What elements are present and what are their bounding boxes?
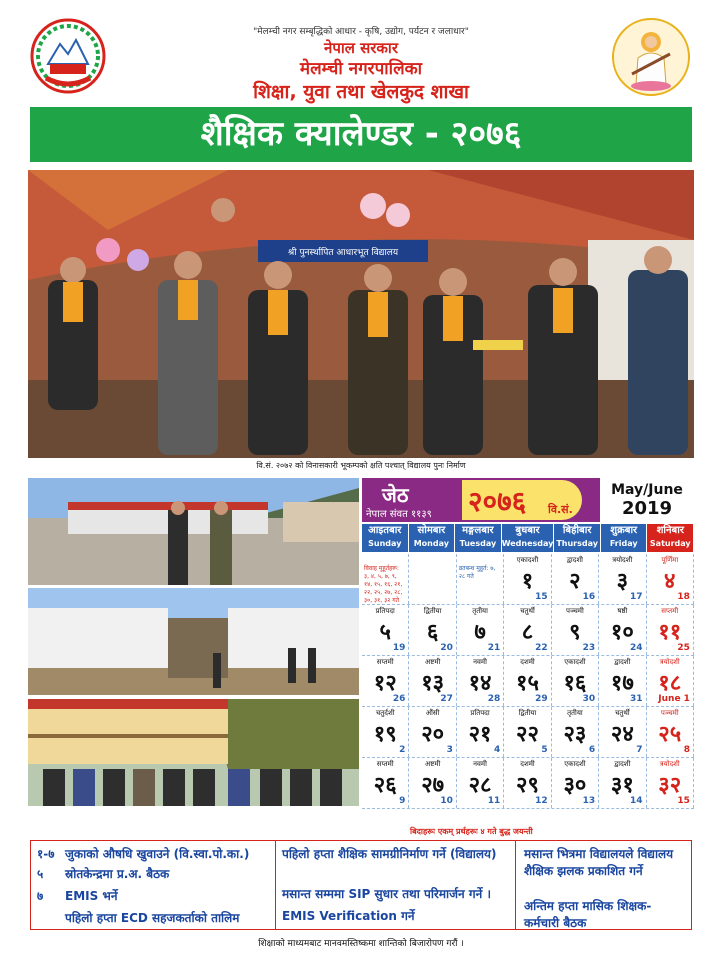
year-nepali: २०७६ — [468, 485, 527, 518]
calendar-day-cell — [457, 758, 504, 808]
nepali-date: १ — [521, 569, 534, 594]
english-date: 30 — [582, 694, 596, 704]
nepali-date: ३ — [616, 569, 629, 594]
tithi-label: पञ्चमी — [660, 709, 679, 717]
english-date: 2 — [399, 745, 406, 755]
day-thursday — [554, 524, 601, 552]
tithi-label: अष्टमी — [424, 760, 441, 768]
nepali-date: ६ — [426, 620, 439, 645]
school-building-photo-1 — [28, 478, 359, 585]
activities-column-2 — [276, 841, 516, 929]
calendar-day-cell — [362, 758, 409, 808]
english-date: 22 — [535, 643, 548, 653]
tithi-label: पूर्णिमा — [661, 556, 679, 564]
calendar-day-cell — [362, 707, 409, 757]
tithi-label: अष्टमी — [424, 658, 441, 666]
tithi-label: तृतीया — [567, 709, 583, 717]
activity-item: पहिलो हप्ता शैक्षिक सामग्रीनिर्माण गर्ने (विद्यालय) — [282, 847, 497, 861]
activity-item — [37, 909, 239, 926]
calendar-day-cell — [409, 656, 456, 706]
day-name-en: Saturday — [649, 539, 691, 548]
nepali-date: २३ — [563, 722, 587, 747]
english-date: June 1 — [658, 694, 690, 704]
activity-date: ५ — [37, 867, 44, 881]
footer-slogan: शिक्षाको माध्यमबाट मानवमस्तिष्कमा शान्तिको बिजारोपण गरौं । — [258, 939, 464, 949]
calendar-day-cell — [504, 758, 551, 808]
calendar-day-cell — [362, 554, 409, 604]
day-name-en: Sunday — [368, 539, 402, 548]
tithi-label: नवमी — [473, 658, 487, 666]
tithi-label: षष्ठी — [617, 607, 628, 615]
english-date: 10 — [440, 796, 453, 806]
nepali-date: २१ — [468, 722, 492, 747]
nepali-date: २७ — [421, 773, 445, 798]
tithi-label: द्वादशी — [614, 760, 631, 768]
calendar-day-cell — [599, 707, 646, 757]
day-name-en: Wednesday — [501, 539, 554, 548]
english-date: 3 — [446, 745, 453, 755]
day-sunday — [362, 524, 409, 552]
tithi-label: चतुर्थी — [614, 709, 630, 717]
english-date: 14 — [630, 796, 643, 806]
calendar-day-cell — [457, 656, 504, 706]
activity-item: EMIS Verification गर्ने — [282, 909, 415, 923]
holiday-note: बिदाहरूः एकम् प्रर्थहरूः ४ गते बुद्ध जयन्ती — [410, 827, 533, 836]
activity-item: मसान्त सम्ममा SIP सुधार तथा परिमार्जन गर्ने । — [282, 887, 492, 901]
calendar-day-cell — [504, 605, 551, 655]
nepali-date: १३ — [421, 671, 445, 696]
english-date: 27 — [440, 694, 453, 704]
photo-caption: वि.सं. २०७२ को विनासकारी भूकम्पको क्षति पश्चात् विद्यालय पुनः निर्माण — [256, 461, 466, 470]
month-english: May/June — [611, 482, 683, 498]
calendar-month-banner — [362, 478, 600, 522]
english-month-box — [600, 478, 694, 522]
tithi-label: त्रयोदशी — [612, 556, 633, 564]
slogan: "मेलम्ची नगर सम्बृद्धिको आधार - कृषि, उद्योग, पर्यटन र जलाधार" — [253, 27, 469, 37]
calendar-day-cell — [504, 707, 551, 757]
day-name-np: शुक्रबार — [610, 525, 638, 536]
calendar-day-cell — [552, 707, 599, 757]
day-tuesday — [455, 524, 502, 552]
page-title: शैक्षिक क्यालेण्डर - २०७६ — [30, 107, 692, 162]
municipality-name: मेलम्ची नगरपालिका — [299, 59, 423, 79]
activity-item — [37, 845, 249, 862]
inauguration-photo — [28, 170, 694, 458]
tithi-label: औंसी — [425, 709, 440, 717]
english-date: 29 — [535, 694, 548, 704]
english-date: 16 — [582, 592, 596, 602]
calendar-day-cell — [599, 758, 646, 808]
tithi-label: दशमी — [520, 658, 535, 666]
nepali-date: ३० — [563, 773, 587, 798]
calendar-day-cell — [647, 656, 694, 706]
nepali-date: १४ — [468, 671, 492, 696]
month-nepali: जेठ — [382, 483, 409, 507]
day-name-np: आइतबार — [368, 525, 402, 536]
calendar-day-cell — [552, 605, 599, 655]
calendar-day-cell — [647, 605, 694, 655]
day-name-en: Tuesday — [459, 539, 497, 548]
calendar-day-cell — [409, 758, 456, 808]
tithi-label: सप्तमी — [376, 760, 394, 768]
calendar-week-row — [362, 605, 694, 656]
nepali-date: ३१ — [610, 773, 634, 798]
english-date: 11 — [487, 796, 501, 806]
tithi-label: प्रतिपदा — [375, 607, 395, 615]
saraswati-image-icon — [612, 18, 690, 96]
calendar-day-cell — [457, 554, 504, 604]
nepali-date: २६ — [373, 773, 397, 798]
tithi-label: प्रतिपदा — [470, 709, 490, 717]
calendar-day-cell — [457, 605, 504, 655]
tithi-label: एकादशी — [564, 760, 586, 768]
calendar-week-row — [362, 758, 694, 809]
calendar-grid — [362, 554, 694, 809]
day-saturday — [647, 524, 694, 552]
english-date: 9 — [399, 796, 406, 806]
english-date: 18 — [677, 592, 690, 602]
calendar-day-cell — [457, 707, 504, 757]
calendar-day-cell — [552, 656, 599, 706]
english-date: 19 — [392, 643, 406, 653]
day-name-np: मङ्गलबार — [462, 525, 494, 536]
nepali-date: २४ — [610, 722, 634, 747]
tithi-label: एकादशी — [564, 658, 586, 666]
nepali-date: ३२ — [658, 773, 682, 798]
english-date: 12 — [535, 796, 548, 806]
activity-text: स्रोतकेन्द्रमा प्र.अ. बैठक — [65, 867, 170, 881]
nepali-date: १२ — [373, 671, 397, 696]
nepali-date: १९ — [373, 722, 397, 747]
photo-banner-text: श्री पुनर्स्थापित आधारभूत विद्यालय — [287, 248, 399, 258]
nepal-samvat: नेपाल संवत ११३९ — [366, 509, 432, 520]
english-date: 20 — [440, 643, 453, 653]
tithi-label: तृतीया — [472, 607, 488, 615]
government-name: नेपाल सरकार — [324, 39, 398, 57]
tithi-label: द्वादशी — [614, 658, 631, 666]
day-name-np: सोमबार — [417, 525, 446, 536]
tithi-label: नवमी — [473, 760, 487, 768]
activity-text: EMIS भर्ने — [65, 889, 118, 903]
nepali-date: २९ — [516, 773, 539, 798]
english-date: 17 — [630, 592, 643, 602]
tithi-label: चतुर्दशी — [375, 709, 395, 717]
nepali-date: ७ — [474, 620, 486, 645]
tithi-label: द्वितीया — [518, 709, 537, 717]
day-name-np: बुधबार — [515, 525, 540, 536]
calendar-week-row — [362, 554, 694, 605]
tithi-label: द्वादशी — [566, 556, 583, 564]
calendar-day-cell — [504, 554, 551, 604]
english-date: 21 — [487, 643, 501, 653]
day-name-np: बिहीबार — [562, 525, 592, 536]
nepali-date: २५ — [658, 722, 682, 747]
calendar-day-cell — [647, 554, 694, 604]
english-date: 6 — [588, 745, 596, 755]
calendar — [362, 478, 694, 820]
monthly-activities — [30, 840, 692, 930]
english-date: 26 — [392, 694, 406, 704]
header — [0, 0, 722, 106]
calendar-day-cell — [362, 605, 409, 655]
nepali-date: २० — [421, 722, 445, 747]
english-date: 8 — [683, 745, 690, 755]
weekday-header — [362, 524, 694, 552]
vikram-samvat-label: वि.सं. — [548, 503, 573, 516]
calendar-header — [362, 478, 694, 522]
calendar-week-row — [362, 707, 694, 758]
nepali-date: १८ — [658, 671, 682, 696]
calendar-note: व्रतबन्ध मुहूर्त: ७, २८ गते — [458, 565, 496, 580]
nepali-date: २ — [569, 569, 581, 594]
activity-item — [37, 865, 169, 882]
english-date: 31 — [630, 694, 643, 704]
school-building-photo-3 — [28, 699, 359, 806]
nepali-date: २८ — [468, 773, 492, 798]
calendar-week-row — [362, 656, 694, 707]
calendar-day-cell — [599, 605, 646, 655]
activity-date: ७ — [37, 889, 44, 903]
tithi-label: सप्तमी — [376, 658, 394, 666]
calendar-day-cell — [362, 656, 409, 706]
english-date: 13 — [582, 796, 596, 806]
day-name-en: Friday — [609, 539, 638, 548]
calendar-day-cell — [552, 758, 599, 808]
year-english: 2019 — [621, 498, 673, 519]
day-friday — [601, 524, 648, 552]
nepali-date: ४ — [664, 569, 676, 594]
activity-text: जुकाको औषधि खुवाउने (वि.स्वा.पो.का.) — [65, 847, 250, 861]
nepali-date: ८ — [521, 620, 534, 645]
nepali-date: ५ — [379, 620, 391, 645]
tithi-label: त्रयोदशी — [659, 760, 680, 768]
english-date: 15 — [677, 796, 690, 806]
day-name-en: Monday — [413, 539, 449, 548]
day-monday — [409, 524, 456, 552]
school-building-photo-2 — [28, 588, 359, 695]
main-photo — [28, 170, 694, 458]
calendar-day-cell — [409, 707, 456, 757]
tithi-label: एकादशी — [516, 556, 539, 564]
day-name-en: Thursday — [556, 539, 598, 548]
nepali-date: १० — [610, 620, 634, 645]
tithi-label: सप्तमी — [661, 607, 679, 615]
calendar-day-cell — [599, 554, 646, 604]
calendar-day-cell — [599, 656, 646, 706]
year-badge — [462, 480, 582, 520]
english-date: 24 — [630, 643, 643, 653]
tithi-label: द्वितीया — [423, 607, 442, 615]
activity-item — [37, 887, 118, 904]
nepali-date: ९ — [569, 620, 581, 645]
day-wednesday — [502, 524, 555, 552]
branch-name: शिक्षा, युवा तथा खेलकुद शाखा — [253, 81, 469, 103]
english-date: 15 — [535, 592, 548, 602]
calendar-day-cell — [647, 707, 694, 757]
calendar-day-cell — [552, 554, 599, 604]
calendar-day-cell — [409, 554, 456, 604]
calendar-day-cell — [647, 758, 694, 808]
nepali-date: १६ — [563, 671, 587, 696]
activities-column-1 — [31, 841, 276, 929]
english-date: 5 — [541, 745, 548, 755]
day-name-np: शनिबार — [656, 525, 684, 536]
nepali-date: १७ — [610, 671, 634, 696]
activity-text: पहिलो हप्ता ECD सहजकर्ताको तालिम — [65, 911, 240, 925]
activity-date: १-७ — [37, 847, 55, 861]
activity-item: मसान्त भित्रमा विद्यालयले विद्यालय शैक्षिक झलक प्रकाशित गर्ने — [524, 847, 674, 878]
tithi-label: त्रयोदशी — [659, 658, 680, 666]
english-date: 4 — [494, 745, 501, 755]
activity-item: अन्तिम हप्ता मासिक शिक्षक-कर्मचारी बैठक — [524, 899, 652, 930]
nepali-date: २२ — [516, 722, 539, 747]
tithi-label: चतुर्थी — [520, 607, 535, 615]
english-date: 25 — [677, 643, 690, 653]
nepali-date: ११ — [658, 620, 682, 645]
activities-column-3 — [516, 841, 691, 929]
english-date: 7 — [636, 745, 643, 755]
english-date: 23 — [582, 643, 596, 653]
nepali-date: १५ — [516, 671, 539, 696]
calendar-day-cell — [409, 605, 456, 655]
tithi-label: पञ्चमी — [565, 607, 584, 615]
english-date: 28 — [487, 694, 501, 704]
calendar-note: विवाह मुहूर्तहरू: ३, ४, ५, ७, ९, १४, १५, १६, २१, २२, २५, २७, २८, ३०, ३१, ३२ गते — [364, 565, 403, 604]
calendar-day-cell — [504, 656, 551, 706]
tithi-label: दशमी — [520, 760, 535, 768]
